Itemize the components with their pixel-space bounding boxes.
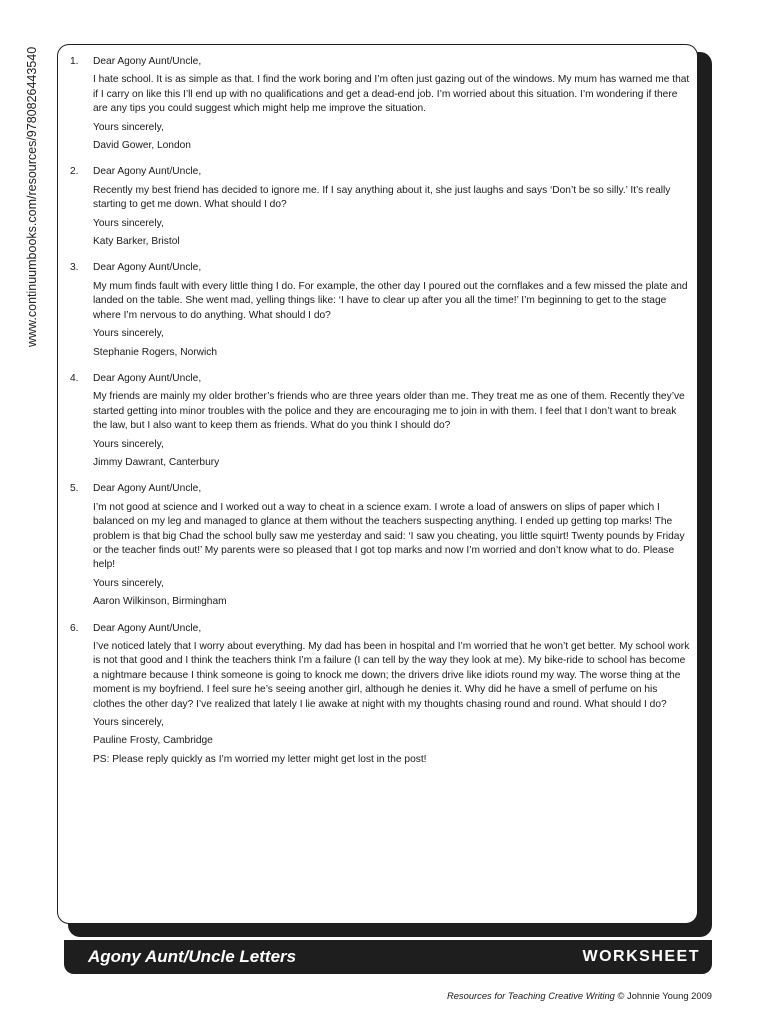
- footer-copyright: © Johnnie Young 2009: [617, 990, 712, 1001]
- worksheet-panel: [57, 44, 698, 924]
- letter-signature: Pauline Frosty, Cambridge: [93, 735, 213, 747]
- letter-body: I hate school. It is as simple as that. I find the work boring and I’m often just gazing out of the windows. My mum has warned me that if I carry on like this I’ll end up with no qualifications and get a dead-end job. I’m worried about this situation. I’m wondering if there are any tips you could suggest which might help me improve the situation.: [93, 74, 690, 115]
- letter-signature: Aaron Wilkinson, Birmingham: [93, 596, 227, 608]
- letter-6: [70, 622, 690, 768]
- letter-signature: David Gower, London: [93, 140, 191, 152]
- letter-signature: Jimmy Dawrant, Canterbury: [93, 456, 220, 468]
- letter-closing: Yours sincerely,: [93, 217, 164, 229]
- letter-closing: Yours sincerely,: [93, 328, 164, 340]
- footer-book-title: Resources for Teaching Creative Writing: [446, 990, 615, 1001]
- letter-body: Recently my best friend has decided to ignore me. If I say anything about it, she just laughs and says ‘Don’t be so silly.’ It’s really starting to get me down. What should I do?: [93, 184, 671, 211]
- letter-number: 5.: [70, 483, 79, 495]
- letter-signature: Katy Barker, Bristol: [93, 236, 180, 248]
- letter-greeting: Dear Agony Aunt/Uncle,: [93, 483, 202, 495]
- letter-closing: Yours sincerely,: [93, 121, 164, 133]
- letter-body: My mum finds fault with every little thing I do. For example, the other day I poured out the cornflakes and a few missed the plate and landed on the table. She went mad, yelling things like: ‘I have to clear up after you all the time!’ I’m beginning to get to the stage where I’m nervous to do anything. What should I do?: [93, 280, 688, 321]
- worksheet-label: WORKSHEET: [582, 948, 700, 965]
- letter-number: 3.: [70, 262, 79, 274]
- footer-credit: [447, 990, 712, 1001]
- letter-greeting: Dear Agony Aunt/Uncle,: [93, 56, 202, 67]
- letter-2: [70, 165, 690, 249]
- letter-signature: Stephanie Rogers, Norwich: [93, 346, 218, 358]
- letter-list: [70, 55, 690, 779]
- letter-body: My friends are mainly my older brother’s friends who are three years older than me. They treat me as one of them. Recently they’ve started getting into minor troubles with the police and they are encouraging me to join in with them. I feel that I don’t want to break the law, but I also want to keep them as friends. What do you think I should do?: [93, 391, 685, 432]
- letter-body: I’m not good at science and I worked out a way to cheat in a science exam. I wrote a load of answers on slips of paper which I balanced on my leg and managed to glance at them without the teachers suspecting anything. I ended up getting top marks! The problem is that big Chad the school bully saw me yesterday and said: ‘I saw you cheating, you little squirt! Twenty pounds by Friday or the teacher finds out!’ My parents were so pleased that I got top marks and now I’m worried and don’t know what to do. Please help!: [93, 501, 685, 571]
- letter-number: 2.: [70, 166, 79, 178]
- letter-closing: Yours sincerely,: [93, 438, 164, 450]
- letter-greeting: Dear Agony Aunt/Uncle,: [93, 166, 202, 178]
- letter-number: 6.: [70, 622, 79, 634]
- letter-body: I’ve noticed lately that I worry about everything. My dad has been in hospital and I’m worried that he won’t get better. My school work is not that good and I think the teachers think I’m a failure (I can tell by the way they look at me). My bike-ride to school has become a nightmare because I think someone is going to knock me down; the drivers drive like idiots round my way. The worse thing at the moment is my boyfriend. I feel sure he’s seeing another girl, although he denies it. Why did he have a smell of perfume on his clothes the other day? I’ve realized that lately I lie awake at night with my thoughts chasing round and round. What should I do?: [93, 641, 690, 710]
- letter-closing: Yours sincerely,: [93, 577, 164, 589]
- letter-number: 1.: [70, 56, 79, 67]
- letter-postscript: PS: Please reply quickly as I’m worried my letter might get lost in the post!: [93, 753, 427, 765]
- letter-number: 4.: [70, 372, 79, 384]
- worksheet-banner: [64, 940, 712, 974]
- side-url: www.continuumbooks.com/resources/9780826443540: [25, 46, 39, 348]
- letter-3: [70, 261, 690, 359]
- letter-greeting: Dear Agony Aunt/Uncle,: [93, 262, 202, 274]
- letter-closing: Yours sincerely,: [93, 717, 164, 729]
- letter-4: [70, 372, 690, 470]
- worksheet-title: Agony Aunt/Uncle Letters: [88, 947, 297, 966]
- letter-1: [70, 55, 690, 153]
- letter-5: [70, 482, 690, 609]
- letter-greeting: Dear Agony Aunt/Uncle,: [93, 622, 202, 634]
- letter-greeting: Dear Agony Aunt/Uncle,: [93, 372, 202, 384]
